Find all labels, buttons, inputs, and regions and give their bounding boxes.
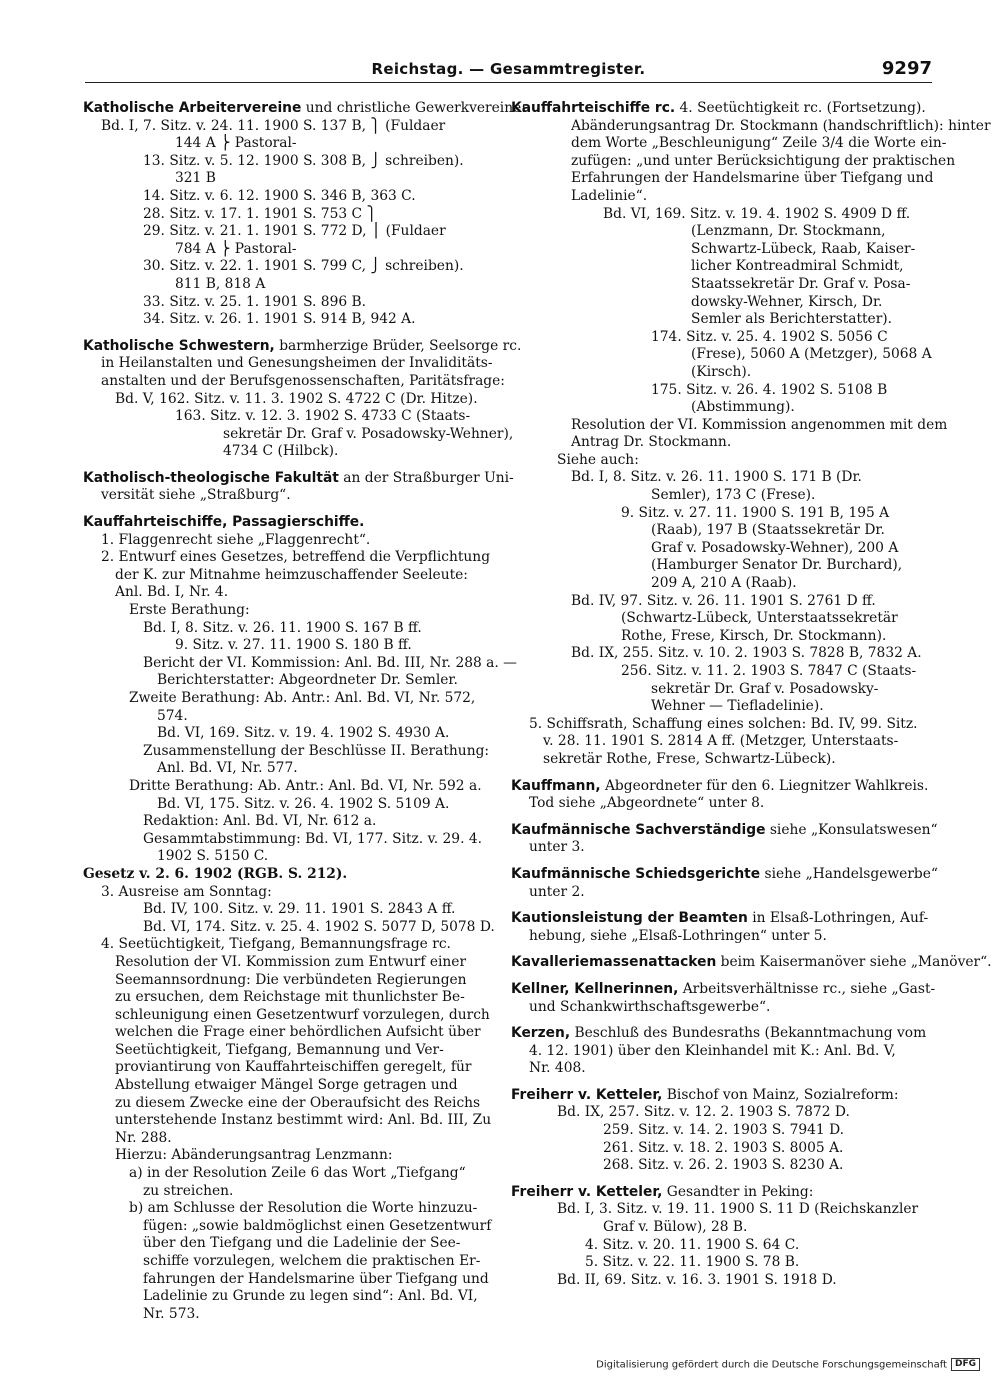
entry-text: und christliche Gewerkvereine: <box>305 100 526 116</box>
entry-line <box>511 610 911 628</box>
entry-line <box>83 1059 483 1077</box>
index-entry <box>511 777 929 813</box>
entry-text: sekretär Dr. Graf v. Posadowsky-Wehner), <box>223 425 514 442</box>
entry-text: Redaktion: Anl. Bd. VI, Nr. 612 a. <box>143 813 377 830</box>
entry-text: 9. Sitz. v. 27. 11. 1900 S. 180 B ff. <box>175 637 412 654</box>
entry-text: Rothe, Frese, Kirsch, Dr. Stockmann). <box>621 627 887 644</box>
entry-line <box>83 796 483 814</box>
entry-line <box>83 901 483 919</box>
entry-text: Zusammenstellung der Beschlüsse II. Berathung: <box>143 742 490 759</box>
entry-text: 4. Seetüchtigkeit, Tiefgang, Bemannungsfrage rc. <box>101 936 451 953</box>
entry-text: unter 3. <box>529 839 585 856</box>
entry-text: siehe „Konsulatswesen“ <box>769 821 938 838</box>
entry-line <box>511 135 947 153</box>
entry-line <box>511 294 911 312</box>
entry-line <box>83 690 483 708</box>
entry-text: Bd. I, 3. Sitz. v. 19. 11. 1900 S. 11 D (Reichskanzler <box>557 1201 919 1218</box>
entry-text: b) am Schlusse der Resolution die Worte hinzuzu- <box>129 1200 478 1217</box>
entry-text: Abänderungsantrag Dr. Stockmann (handschriftlich): hinter <box>571 117 991 134</box>
entry-line <box>511 1140 911 1158</box>
entry-text: 175. Sitz. v. 26. 4. 1902 S. 5108 B <box>651 381 888 398</box>
entry-line <box>83 1183 483 1201</box>
entry-line <box>511 188 911 206</box>
entry-line <box>511 928 911 946</box>
entry-line <box>83 1006 490 1025</box>
entry-line <box>83 532 483 550</box>
entry-line <box>511 1043 911 1061</box>
entry-heading: Kauffahrteischiffe rc. <box>511 100 676 116</box>
entry-text: licher Kontreadmiral Schmidt, <box>691 258 904 275</box>
entry-text: Bericht der VI. Kommission: Anl. Bd. III, Nr. 288 a. — <box>143 654 517 671</box>
entry-text: Bd. VI, 169. Sitz. v. 19. 4. 1902 S. 4930 A. <box>157 725 450 742</box>
index-entry <box>511 954 992 972</box>
entry-text: Semler als Berichterstatter). <box>691 311 893 328</box>
entry-text: zu streichen. <box>143 1182 234 1199</box>
entry-text: zufügen: „und unter Berücksichtigung der praktischen <box>571 152 956 169</box>
entry-line <box>511 382 911 400</box>
footer-credit <box>596 1358 980 1371</box>
entry-text: Seemannsordnung: Die verbündeten Regierungen <box>115 971 467 988</box>
entry-text: Bd. II, 69. Sitz. v. 16. 3. 1901 S. 1918 D. <box>557 1271 837 1288</box>
entry-text: versität siehe „Straßburg“. <box>101 487 291 504</box>
entry-line <box>83 223 483 241</box>
entry-line <box>83 469 514 488</box>
entry-heading: Kavalleriemassenattacken <box>511 954 717 971</box>
entry-line <box>511 364 911 382</box>
entry-text: Bd. IV, 97. Sitz. v. 26. 11. 1901 S. 2761 D ff. <box>571 592 876 609</box>
entry-line <box>83 1095 483 1113</box>
entry-line <box>83 848 483 866</box>
entry-text: Nr. 288. <box>115 1129 172 1146</box>
entry-text: Bd. IV, 100. Sitz. v. 29. 11. 1901 S. 2843 A ff. <box>143 901 456 918</box>
entry-text: Siehe auch: <box>557 451 639 468</box>
entry-text: 4. Sitz. v. 20. 11. 1900 S. 64 C. <box>585 1236 800 1253</box>
entry-text: 163. Sitz. v. 12. 3. 1902 S. 4733 C (Staats- <box>175 408 471 425</box>
entry-line <box>83 672 483 690</box>
entry-line <box>83 1270 489 1289</box>
entry-text: a) in der Resolution Zeile 6 das Wort „Tiefgang“ <box>129 1165 466 1182</box>
entry-line <box>83 1217 492 1236</box>
entry-text: 144 A ⎬ Pastoral- <box>175 135 297 152</box>
entry-line <box>83 1130 483 1148</box>
entry-heading: Kellner, Kellnerinnen, <box>511 980 679 997</box>
index-entry <box>83 100 526 329</box>
entry-line <box>511 1254 911 1272</box>
entry-heading: Freiherr v. Ketteler, <box>511 1183 663 1200</box>
entry-line <box>511 795 911 813</box>
entry-line <box>83 831 483 849</box>
entry-heading: Katholische Arbeitervereine <box>83 100 302 116</box>
entry-line <box>83 1042 483 1060</box>
entry-text: beim Kaisermanöver siehe „Manöver“. <box>720 954 992 971</box>
entry-text: der K. zur Mitnahme heimzuschaffender Seeleute: <box>115 566 468 583</box>
entry-text: an der Straßburger Uni- <box>343 469 514 486</box>
entry-line <box>83 1253 483 1271</box>
entry-line <box>83 637 483 655</box>
entry-line <box>83 989 483 1007</box>
entry-line <box>511 663 917 681</box>
index-entry <box>83 514 517 1323</box>
entry-line <box>83 884 483 902</box>
entry-line <box>511 540 911 558</box>
entry-line <box>511 1025 927 1043</box>
entry-line <box>83 100 526 118</box>
right-column <box>511 100 992 1330</box>
entry-line <box>511 170 934 188</box>
entry-text: Antrag Dr. Stockmann. <box>571 434 732 451</box>
entry-line <box>511 258 911 276</box>
entry-line <box>83 584 483 602</box>
entry-line <box>511 1219 911 1237</box>
entry-text: über den Tiefgang und die Ladelinie der See- <box>143 1235 461 1252</box>
entry-text: Nr. 573. <box>143 1305 200 1322</box>
entry-line <box>83 918 495 937</box>
entry-text: Erfahrungen der Handelsmarine über Tiefgang und <box>571 170 934 187</box>
entry-heading: Kaufmännische Schiedsgerichte <box>511 865 761 882</box>
footer-text: Digitalisierung gefördert durch die Deutsche Forschungsgemeinschaft <box>596 1359 947 1371</box>
entry-line <box>511 999 911 1017</box>
entry-line <box>511 399 911 417</box>
entry-line <box>511 715 918 734</box>
entry-text: Bd. VI, 175. Sitz. v. 26. 4. 1902 S. 5109 A. <box>157 795 450 812</box>
entry-text: 4734 C (Hilbck). <box>223 443 339 460</box>
entry-line <box>83 170 483 188</box>
entry-line <box>83 742 490 761</box>
entry-line <box>511 522 911 540</box>
entry-text: dem Worte „Beschleunigung“ Zeile 3/4 die Worte ein- <box>571 135 947 152</box>
entry-text: Staatssekretär Dr. Graf v. Posa- <box>691 275 911 292</box>
entry-text: Seetüchtigkeit, Tiefgang, Bemannung und Ver- <box>115 1041 444 1058</box>
entry-line <box>511 698 911 716</box>
entry-text: 3. Ausreise am Sonntag: <box>101 883 272 900</box>
entry-line <box>511 152 956 171</box>
entry-text: sekretär Rothe, Frese, Schwartz-Lübeck). <box>543 750 836 767</box>
entry-text: Graf v. Bülow), 28 B. <box>603 1219 748 1236</box>
index-entry <box>83 469 514 505</box>
entry-line <box>511 100 926 118</box>
entry-line <box>511 329 911 347</box>
entry-line <box>511 452 911 470</box>
entry-line <box>511 910 929 928</box>
entry-heading: Kauffmann, <box>511 777 601 794</box>
entry-line <box>83 135 483 153</box>
entry-line <box>83 391 483 409</box>
entry-line <box>83 866 483 884</box>
entry-line <box>511 575 911 593</box>
entry-line <box>511 1184 911 1202</box>
entry-text: 784 A ⎬ Pastoral- <box>175 240 297 257</box>
entry-line <box>511 1237 911 1255</box>
entry-text: Arbeitsverhältnisse rc., siehe „Gast- <box>682 980 936 997</box>
entry-text: (Abstimmung). <box>691 399 795 416</box>
entry-line <box>83 372 505 391</box>
entry-text: Beschluß des Bundesraths (Bekanntmachung vom <box>574 1025 927 1042</box>
entry-heading: Katholische Schwestern, <box>83 337 275 354</box>
entry-line <box>83 425 514 444</box>
entry-line <box>511 346 932 364</box>
entry-text: (Kirsch). <box>691 363 752 380</box>
entry-text: zu ersuchen, dem Reichstage mit thunlichster Be- <box>115 989 465 1006</box>
entry-text: 9. Sitz. v. 27. 11. 1900 S. 191 B, 195 A <box>621 504 890 521</box>
entry-text: Anl. Bd. I, Nr. 4. <box>115 584 229 601</box>
entry-text: schleunigung einen Gesetzentwurf vorzulegen, durch <box>115 1006 490 1023</box>
entry-text: Resolution der VI. Kommission zum Entwurf einer <box>115 953 467 970</box>
index-entry <box>511 910 929 945</box>
entry-line <box>83 936 483 954</box>
entry-text: (Frese), 5060 A (Metzger), 5068 A <box>691 346 932 363</box>
entry-text: dowsky-Wehner, Kirsch, Dr. <box>691 293 883 310</box>
entry-text: 34. Sitz. v. 26. 1. 1901 S. 914 B, 942 A. <box>143 311 416 328</box>
entry-line <box>511 1060 911 1078</box>
entry-text: Dritte Berathung: Ab. Antr.: Anl. Bd. VI, Nr. 592 a. <box>129 777 482 794</box>
entry-text: fahrungen der Handelsmarine über Tiefgang und <box>143 1270 489 1287</box>
entry-text: fügen: „sowie baldmöglichst einen Gesetzentwurf <box>143 1217 492 1234</box>
entry-text: 1. Flaggenrecht siehe „Flaggenrecht“. <box>101 531 371 548</box>
entry-line <box>511 645 922 663</box>
entry-line <box>511 980 936 999</box>
entry-line <box>511 416 948 435</box>
entry-line <box>511 839 911 857</box>
entry-text: Bd. I, 7. Sitz. v. 24. 11. 1900 S. 137 B, ⎫ (Fuldaer <box>101 117 446 134</box>
entry-line <box>83 708 483 726</box>
entry-line <box>511 223 911 241</box>
entry-text: Hierzu: Abänderungsantrag Lenzmann: <box>115 1147 393 1164</box>
entry-line <box>83 1306 483 1324</box>
entry-text: proviantirung von Kauffahrteischiffen geregelt, für <box>115 1059 472 1076</box>
entry-line <box>511 240 916 259</box>
law-reference: Gesetz v. 2. 6. 1902 (RGB. S. 212). <box>83 865 348 882</box>
entry-text: 4. Seetüchtigkeit rc. (Fortsetzung). <box>679 100 926 116</box>
entry-line <box>83 760 483 778</box>
entry-line <box>83 954 483 972</box>
dfg-logo: DFG <box>951 1358 980 1371</box>
entry-text: 174. Sitz. v. 25. 4. 1902 S. 5056 C <box>651 328 888 345</box>
header-title: Reichstag. — Gesammtregister. <box>371 60 646 78</box>
entry-text: Gesammtabstimmung: Bd. VI, 177. Sitz. v. 29. 4. <box>143 830 483 847</box>
index-entry <box>511 980 936 1016</box>
entry-heading: Katholisch-theologische Fakultät <box>83 469 339 486</box>
entry-line <box>83 725 483 743</box>
entry-text: unter 2. <box>529 883 585 900</box>
entry-line <box>83 241 483 259</box>
entry-line <box>511 117 991 136</box>
entry-line <box>511 311 911 329</box>
entry-line <box>83 602 483 620</box>
entry-line <box>83 1200 483 1218</box>
entry-text: Bd. IX, 257. Sitz. v. 12. 2. 1903 S. 7872 D. <box>557 1104 850 1121</box>
entry-text: 4. 12. 1901) über den Kleinhandel mit K.: Anl. Bd. V, <box>529 1042 896 1059</box>
entry-text: 811 B, 818 A <box>175 275 266 292</box>
entry-text: 33. Sitz. v. 25. 1. 1901 S. 896 B. <box>143 293 367 310</box>
entry-line <box>83 1112 492 1130</box>
entry-line <box>83 153 483 171</box>
entry-text: barmherzige Brüder, Seelsorge rc. <box>279 337 522 354</box>
entry-line <box>511 1201 919 1219</box>
entry-text: 5. Schiffsrath, Schaffung eines solchen: Bd. IV, 99. Sitz. <box>529 715 918 732</box>
entry-line <box>511 434 911 452</box>
entry-line <box>511 821 938 840</box>
index-entry <box>511 865 938 901</box>
entry-heading: Kaufmännische Sachverständige <box>511 821 766 838</box>
entry-line <box>83 654 517 673</box>
entry-text: (Hamburger Senator Dr. Burchard), <box>651 557 903 574</box>
entry-text: Bd. VI, 169. Sitz. v. 19. 4. 1902 S. 4909 D ff. <box>603 205 911 222</box>
entry-text: 209 A, 210 A (Raab). <box>651 575 797 592</box>
entry-text: Bd. VI, 174. Sitz. v. 25. 4. 1902 S. 5077 D, 5078 D. <box>143 918 495 935</box>
entry-line <box>83 549 491 567</box>
entry-line <box>83 443 483 461</box>
entry-line <box>83 188 483 206</box>
entry-line <box>83 1077 483 1095</box>
entry-text: 30. Sitz. v. 22. 1. 1901 S. 799 C, ⎭ schreiben). <box>143 258 464 275</box>
entry-text: Erste Berathung: <box>129 602 250 619</box>
entry-text: zu diesem Zwecke eine der Oberaufsicht des Reichs <box>115 1094 481 1111</box>
index-entry <box>83 337 522 461</box>
entry-text: 256. Sitz. v. 11. 2. 1903 S. 7847 C (Staats- <box>621 663 917 679</box>
index-entry <box>511 1025 927 1078</box>
entry-line <box>83 487 483 505</box>
entry-text: 259. Sitz. v. 14. 2. 1903 S. 7941 D. <box>603 1122 845 1139</box>
entry-line <box>83 1288 483 1306</box>
entry-text: in Elsaß-Lothringen, Auf- <box>752 910 929 927</box>
entry-text: Anl. Bd. VI, Nr. 577. <box>157 760 298 777</box>
entry-text: Abstellung etwaiger Mängel Sorge getragen und <box>115 1077 458 1094</box>
entry-text: sekretär Dr. Graf v. Posadowsky- <box>651 680 879 697</box>
entry-line <box>511 628 911 646</box>
entry-line <box>511 751 911 769</box>
entry-text: siehe „Handelsgewerbe“ <box>764 865 938 882</box>
entry-text: 1902 S. 5150 C. <box>157 848 269 865</box>
entry-line <box>511 557 911 575</box>
entry-line <box>83 311 483 329</box>
index-entry <box>511 821 938 857</box>
entry-text: 13. Sitz. v. 5. 12. 1900 S. 308 B, ⎭ schreiben). <box>143 152 464 169</box>
entry-text: 268. Sitz. v. 26. 2. 1903 S. 8230 A. <box>603 1157 844 1174</box>
entry-text: Resolution der VI. Kommission angenommen mit dem <box>571 416 948 433</box>
entry-line <box>511 1157 911 1175</box>
left-column <box>83 100 526 1330</box>
entry-line <box>511 1122 911 1140</box>
entry-line <box>83 567 483 585</box>
entry-text: und Schankwirthschaftsgewerbe“. <box>529 998 771 1015</box>
entry-text: Bd. I, 8. Sitz. v. 26. 11. 1900 S. 167 B ff. <box>143 619 422 636</box>
entry-text: Bd. V, 162. Sitz. v. 11. 3. 1902 S. 4722 C (Dr. Hitze). <box>115 390 478 407</box>
entry-line <box>83 620 483 638</box>
entry-line <box>511 954 992 972</box>
entry-heading: Kerzen, <box>511 1025 571 1042</box>
entry-text: v. 28. 11. 1901 S. 2814 A ff. (Metzger, Unterstaats- <box>543 733 899 750</box>
entry-heading: Freiherr v. Ketteler, <box>511 1086 663 1103</box>
entry-text: 5. Sitz. v. 22. 11. 1900 S. 78 B. <box>585 1254 800 1271</box>
entry-text: 28. Sitz. v. 17. 1. 1901 S. 753 C ⎫ <box>143 205 377 222</box>
entry-line <box>511 1272 911 1290</box>
entry-line <box>511 884 911 902</box>
entry-line <box>83 276 483 294</box>
entry-text: in Heilanstalten und Genesungsheimen der Invaliditäts- <box>101 355 493 372</box>
entry-text: Wehner — Tiefladelinie). <box>651 698 824 715</box>
entry-text: Abgeordneter für den 6. Liegnitzer Wahlkreis. <box>604 777 929 794</box>
entry-line <box>83 258 483 276</box>
entry-line <box>83 778 483 796</box>
entry-text: Schwartz-Lübeck, Raab, Kaiser- <box>691 240 916 257</box>
entry-line <box>511 733 911 751</box>
entry-line <box>83 408 483 426</box>
entry-text: 261. Sitz. v. 18. 2. 1903 S. 8005 A. <box>603 1139 844 1156</box>
entry-line <box>83 1165 483 1183</box>
entry-line <box>511 777 929 796</box>
entry-text: Ladelinie zu Grunde zu legen sind“: Anl. Bd. VI, <box>143 1288 478 1305</box>
page-number: 9297 <box>881 58 932 79</box>
entry-text: 29. Sitz. v. 21. 1. 1901 S. 772 D, ⎪ (Fuldaer <box>143 223 446 240</box>
entry-line <box>511 681 911 699</box>
entry-line <box>511 469 911 487</box>
entry-text: Bischof von Mainz, Sozialreform: <box>666 1086 899 1103</box>
entry-text: Bd. I, 8. Sitz. v. 26. 11. 1900 S. 171 B (Dr. <box>571 469 862 486</box>
running-header <box>85 58 932 83</box>
entry-line <box>511 593 911 611</box>
entry-line <box>511 1104 911 1122</box>
entry-heading: Kautionsleistung der Beamten <box>511 910 748 927</box>
entry-line <box>511 206 911 224</box>
entry-line <box>511 487 911 505</box>
entry-line <box>83 972 483 990</box>
entry-line <box>83 1024 483 1042</box>
entry-text: anstalten und der Berufsgenossenschaften, Paritätsfrage: <box>101 372 505 389</box>
entry-line <box>83 118 483 136</box>
entry-text: hebung, siehe „Elsaß-Lothringen“ unter 5. <box>529 927 827 944</box>
entry-text: Graf v. Posadowsky-Wehner), 200 A <box>651 539 899 556</box>
entry-text: (Schwartz-Lübeck, Unterstaatssekretär <box>621 610 898 627</box>
entry-heading: Kauffahrteischiffe, Passagierschiffe. <box>83 514 365 531</box>
entry-line <box>83 337 522 356</box>
entry-text: Gesandter in Peking: <box>666 1183 814 1200</box>
entry-line <box>511 865 938 884</box>
entry-line <box>511 505 911 523</box>
entry-text: welchen die Frage einer behördlichen Aufsicht über <box>115 1024 481 1041</box>
entry-text: 574. <box>157 707 188 724</box>
entry-text: Semler), 173 C (Frese). <box>651 487 816 504</box>
entry-line <box>511 276 911 294</box>
entry-text: 321 B <box>175 170 216 187</box>
entry-text: 2. Entwurf eines Gesetzes, betreffend die Verpflichtung <box>101 549 491 566</box>
entry-text: (Raab), 197 B (Staatssekretär Dr. <box>651 522 885 539</box>
entry-line <box>83 206 483 224</box>
entry-text: Nr. 408. <box>529 1060 586 1077</box>
entry-line <box>511 1087 911 1105</box>
entry-text: schiffe vorzulegen, welchem die praktischen Er- <box>143 1253 481 1269</box>
entry-line <box>83 355 493 373</box>
index-entry <box>511 1087 911 1175</box>
entry-text: Zweite Berathung: Ab. Antr.: Anl. Bd. VI, Nr. 572, <box>129 690 476 706</box>
entry-text: 14. Sitz. v. 6. 12. 1900 S. 346 B, 363 C. <box>143 187 416 204</box>
entry-line <box>83 813 483 831</box>
entry-text: Ladelinie“. <box>571 187 648 204</box>
index-entry <box>511 100 991 769</box>
entry-text: unterstehende Instanz bestimmt wird: Anl. Bd. III, Zu <box>115 1112 492 1129</box>
entry-text: (Lenzmann, Dr. Stockmann, <box>691 223 886 240</box>
entry-text: Bd. IX, 255. Sitz. v. 10. 2. 1903 S. 7828 B, 7832 A. <box>571 645 922 662</box>
entry-line <box>83 1147 483 1165</box>
index-entry <box>511 1183 919 1290</box>
entry-text: Berichterstatter: Abgeordneter Dr. Semler. <box>157 672 458 689</box>
entry-line <box>83 294 483 312</box>
entry-line <box>83 1235 483 1253</box>
entry-text: Tod siehe „Abgeordnete“ unter 8. <box>529 795 765 812</box>
